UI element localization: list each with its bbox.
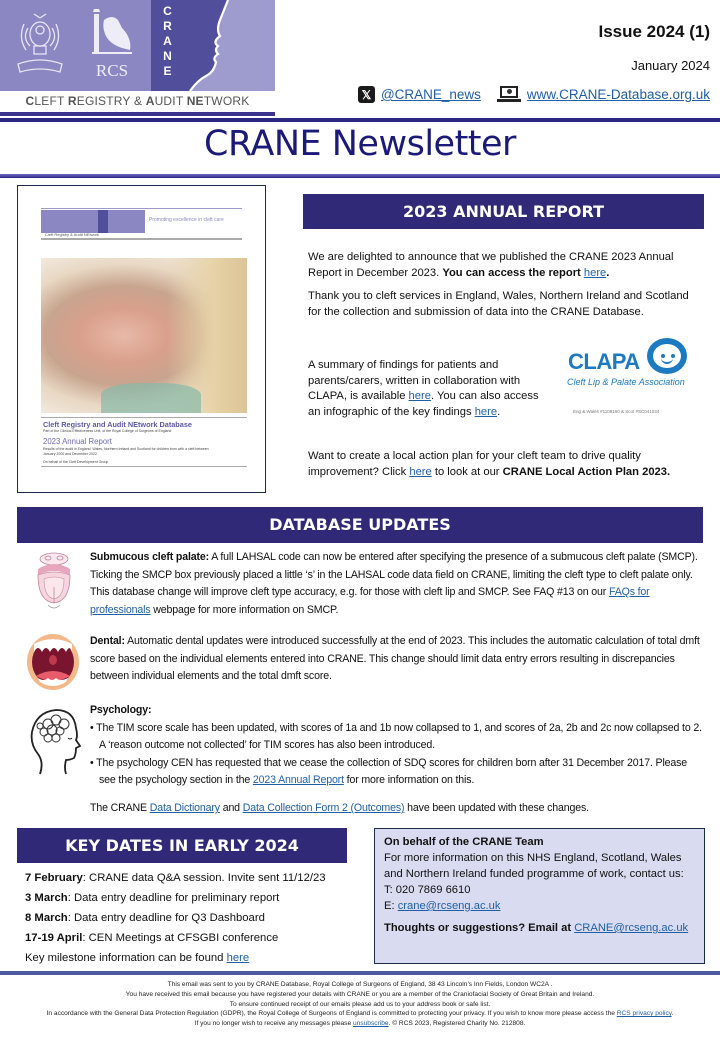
contact-heading: On behalf of the CRANE Team: [384, 836, 544, 848]
data-dictionary-link[interactable]: Data Dictionary: [149, 802, 220, 814]
twitter-handle-link[interactable]: @CRANE_news: [380, 87, 481, 102]
clapa-registration: Eng & Wales #1108160 & Scot #SC041034: [573, 409, 660, 414]
cover-on-behalf: On behalf of the Cleft Development Group: [43, 460, 109, 464]
website-link[interactable]: www.CRANE-Database.org.uk: [526, 87, 710, 102]
action-plan-text: Want to create a local action plan for your cleft team to drive quality improvement? Click here to look at our CRANE Local Action Plan 2023.: [308, 450, 671, 478]
annual-report-heading: 2023 ANNUAL REPORT: [303, 194, 704, 229]
key-dates-list: [25, 868, 355, 968]
cover-logo: [41, 210, 145, 233]
psychology-bullet: • The TIM score scale has been updated, with scores of 1a and 1b now collapsed to 1, and scores of 2a, 2b and 2c now collapsed to 2. A ‘reason outcome not collected’ for TIM scores has also been introduced.: [90, 721, 702, 751]
cover-divider: [41, 417, 247, 418]
smiley-face-icon: [647, 338, 687, 374]
clapa-summary-text: A summary of findings for patients and parents/carers, written in collaboration with CLAPA, is available here. You can also access an infographic of the key findings here.: [308, 359, 539, 418]
crest-icon: [14, 10, 66, 80]
crane-logo-banner: [0, 0, 275, 116]
milestone-link[interactable]: here: [226, 952, 250, 964]
cover-title: Cleft Registry and Audit NEtwork Database: [43, 420, 192, 429]
open-mouth-icon: [26, 632, 82, 694]
issue-date: January 2024: [631, 58, 710, 73]
email-footer: This email was sent to you by CRANE Database, Royal College of Surgeons of England, 38 43 Lincoln’s Inn Fields, London WC2A . You have received this email because you have registered your details with CRANE or you are a member of the Craniofacial Society of Great Britain and Ireland. To ensure continued receipt of our emails please add us to your address book or safe list. In accordance with the General Data Protection Regulation (GDPR), the Royal College of Surgeons of England is committed to protecting your privacy. If you wish to know more please access the RCS privacy policy. If you no longer wish to receive any messages please unsubscribe. © RCS 2023, Registered Charity No. 212808.: [46, 981, 674, 1028]
title-rule-top: [0, 118, 720, 122]
cover-header: [41, 208, 242, 240]
key-date-item: 8 March: Data entry deadline for Q3 Dashboard: [25, 912, 265, 924]
cover-report-title: 2023 Annual Report: [43, 437, 112, 446]
logo-background: [0, 0, 275, 91]
key-date-item: 3 March: Data entry deadline for preliminary report: [25, 892, 280, 904]
thank-you-text: Thank you to cleft services in England, Wales, Northern Ireland and Scotland for the collection and submission of data into the CRANE Database.: [308, 290, 689, 318]
cover-photo-baby: [41, 258, 247, 413]
action-plan-link[interactable]: here: [409, 465, 432, 478]
title-rule-bottom: [0, 174, 720, 178]
psychology-update: Psychology: • The TIM score scale has been updated, with scores of 1a and 1b now collapsed to 1, and scores of 2a, 2b and 2c now collapsed to 2. A ‘reason outcome not collected’ for TIM scores has also been introduced. • The psychology CEN has requested that we cease the collection of SDQ scores for children born after 31 December 2017. Please see the psychology section in the 2023 Annual Report for more information on this.: [90, 702, 702, 790]
annual-report-link[interactable]: 2023 Annual Report: [252, 774, 344, 786]
social-links: [358, 86, 710, 103]
unsubscribe-link[interactable]: unsubscribe: [352, 1020, 389, 1028]
cover-divider: [41, 466, 247, 467]
annual-report-cover-image[interactable]: [17, 185, 266, 493]
clapa-logo: [565, 335, 705, 415]
privacy-policy-link[interactable]: RCS privacy policy: [616, 1010, 672, 1018]
banner-divider: [0, 112, 275, 116]
infographic-link[interactable]: here: [474, 405, 498, 418]
dental-update: Dental: Automatic dental updates were introduced successfully at the end of 2023. This includes the automatic calculation of total dmft score based on the individual elements entered into CRANE. This change should limit data entry errors resulting in discrepancies between individual elements and the total dmft score.: [90, 635, 700, 682]
key-dates-heading: KEY DATES IN EARLY 2024: [17, 828, 347, 863]
issue-number: Issue 2024 (1): [598, 22, 710, 41]
data-collection-form-link[interactable]: Data Collection Form 2 (Outcomes): [242, 802, 405, 814]
contact-email-link[interactable]: crane@rcseng.ac.uk: [397, 900, 501, 912]
key-date-item: 7 February: CRANE data Q&A session. Invite sent 11/12/23: [25, 872, 326, 884]
head-brain-icon: [26, 704, 82, 766]
crane-vertical-text: C R A N E: [151, 0, 184, 91]
laptop-globe-icon: [497, 86, 521, 103]
face-profile-icon: [184, 0, 275, 91]
cover-report-desc: Results of the audit in England, Wales, Northern Ireland and Scotland for children born with a cleft between January 2000 and December 2022: [43, 447, 209, 456]
logo-subtitle: CLEFT REGISTRY & AUDIT NETWORK: [0, 91, 275, 112]
rcs-bird-icon: [88, 8, 136, 83]
clapa-full-name: Cleft Lip & Palate Association: [567, 377, 685, 387]
contact-email-row: E: crane@rcseng.ac.uk: [384, 900, 501, 912]
summary-link[interactable]: here: [408, 390, 431, 402]
thoughts-email-link[interactable]: CRANE@rcseng.ac.uk: [574, 922, 689, 934]
contact-phone: T: 020 7869 6610: [384, 884, 471, 896]
contact-box: [374, 828, 705, 964]
report-link[interactable]: here: [583, 266, 607, 279]
x-logo-icon[interactable]: 𝕏: [358, 86, 375, 103]
svg-text:RCS: RCS: [95, 61, 129, 80]
psychology-bullet: • The psychology CEN has requested that we cease the collection of SDQ scores for children born after 31 December 2017. Please see the psychology section in the 2023 Annual Report for more information on this.: [90, 756, 688, 786]
database-updates-heading: DATABASE UPDATES: [17, 507, 703, 543]
database-updates-footer: The CRANE Data Dictionary and Data Collection Form 2 (Outcomes) have been updated with these changes.: [90, 802, 589, 814]
thoughts-row: Thoughts or suggestions? Email at CRANE@rcseng.ac.uk: [384, 922, 689, 934]
cover-tagline: Promoting excellence in cleft care: [149, 217, 224, 223]
faqs-link[interactable]: FAQs for professionals: [90, 586, 650, 616]
footer-divider: [0, 971, 720, 975]
clapa-name: CLAPA: [568, 349, 640, 374]
submucous-update: Submucous cleft palate: A full LAHSAL code can now be entered after specifying the presence of a submucous cleft palate (SMCP). Ticking the SMCP box previously placed a little ‘s’ in the LAHSAL code data field on CRANE, limiting the cleft type to cleft palate only. This database change will improve cleft type accuracy, e.g. for those with cleft lip and SMCP. See FAQ #13 on our FAQs for professionals webpage for more information on SMCP.: [90, 551, 698, 616]
newsletter-title: CRANE Newsletter: [204, 124, 516, 164]
annual-report-announcement: We are delighted to announce that we published the CRANE 2023 Annual Report in December 2023. You can access the report here.: [308, 251, 674, 279]
contact-text: For more information on this NHS England, Scotland, Wales and Northern Ireland funded programme of work, contact us:: [384, 852, 684, 880]
palate-icon: [26, 551, 82, 613]
key-date-item: 17-19 April: CEN Meetings at CFSGBI conference: [25, 932, 279, 944]
cover-header-subtitle: Cleft Registry & Audit NEtwork: [45, 232, 100, 237]
cover-subtitle: Part of the Clinical Effectiveness Unit, of the Royal College of Surgeons of England: [43, 429, 172, 433]
milestone-info: Key milestone information can be found here: [25, 952, 250, 964]
